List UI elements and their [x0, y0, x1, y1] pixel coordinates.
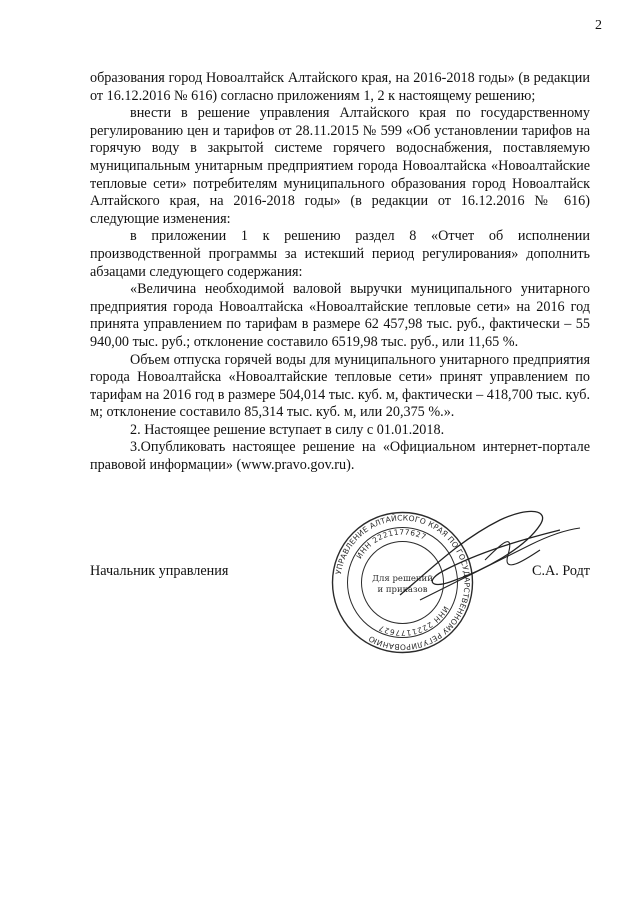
- seal-center-line-1: Для решений: [372, 574, 433, 584]
- seal-outer-text: УПРАВЛЕНИЕ АЛТАЙСКОГО КРАЯ ПО ГОСУДАРСТВЕННОМУ РЕГУЛИРОВАНИЮ: [334, 513, 472, 652]
- seal-center-line-2: и приказов: [377, 585, 428, 595]
- page-number: 2: [595, 18, 602, 33]
- paragraph-continuation: образования город Новоалтайск Алтайского края, на 2016-2018 годы» (в редакции от 16.12.2016 № 616) согласно приложениям 1, 2 к настоящему решению;: [90, 70, 590, 104]
- seal-inn-text: ИНН 2221177627: [354, 527, 428, 561]
- paragraph-appendix-change: в приложении 1 к решению раздел 8 «Отчет об исполнении производственной программы за истекший период регулирования» дополнить абзацами следующего содержания:: [90, 228, 590, 280]
- signatory-name: С.А. Родт: [532, 563, 590, 579]
- paragraph-publication: 3.Опубликовать настоящее решение на «Официальном интернет-портале правовой информации» (www.pravo.gov.ru).: [90, 439, 590, 474]
- paragraph-effective-date: 2. Настоящее решение вступает в силу с 01.01.2018.: [130, 421, 445, 438]
- paragraph-revenue: «Величина необходимой валовой выручки муниципального унитарного предприятия города Новоалтайска «Новоалтайские тепловые сети» на 2016 год принята управлением по тарифам в размере 62 457,98 тыс. руб., фактически – 55 940,00 тыс. руб.; отклонение составило 6519,98 тыс. руб., или 11,65 %.: [90, 281, 590, 350]
- paragraph-volume: Объем отпуска горячей воды для муниципального унитарного предприятия города Новоалтайска «Новоалтайские тепловые сети» принят управлением по тарифам на 2016 год в размере 504,014 тыс. куб. м, фактически – 418,700 тыс. куб. м; отклонение составило 85,314 тыс. куб. м, или 20,375 %.».: [90, 351, 590, 421]
- signatory-title: Начальник управления: [90, 563, 229, 579]
- seal-inn-text-repeat: ИНН 2221177627: [377, 604, 451, 638]
- handwritten-signature: [390, 500, 590, 610]
- paragraph-amendment-intro: внести в решение управления Алтайского края по государственному регулированию цен и тарифов от 28.11.2015 № 599 «Об установлении тарифов на горячую воду в закрытой системе горячего водоснабжения, поставляемую муниципальным унитарным предприятием города Новоалтайска «Новоалтайские тепловые сети» потребителям муниципального образования город Новоалтайск Алтайского края, на 2016-2018 годы» (в редакции от 16.12.2016 № 616) следующие изменения:: [90, 105, 590, 227]
- document-body: [90, 70, 590, 475]
